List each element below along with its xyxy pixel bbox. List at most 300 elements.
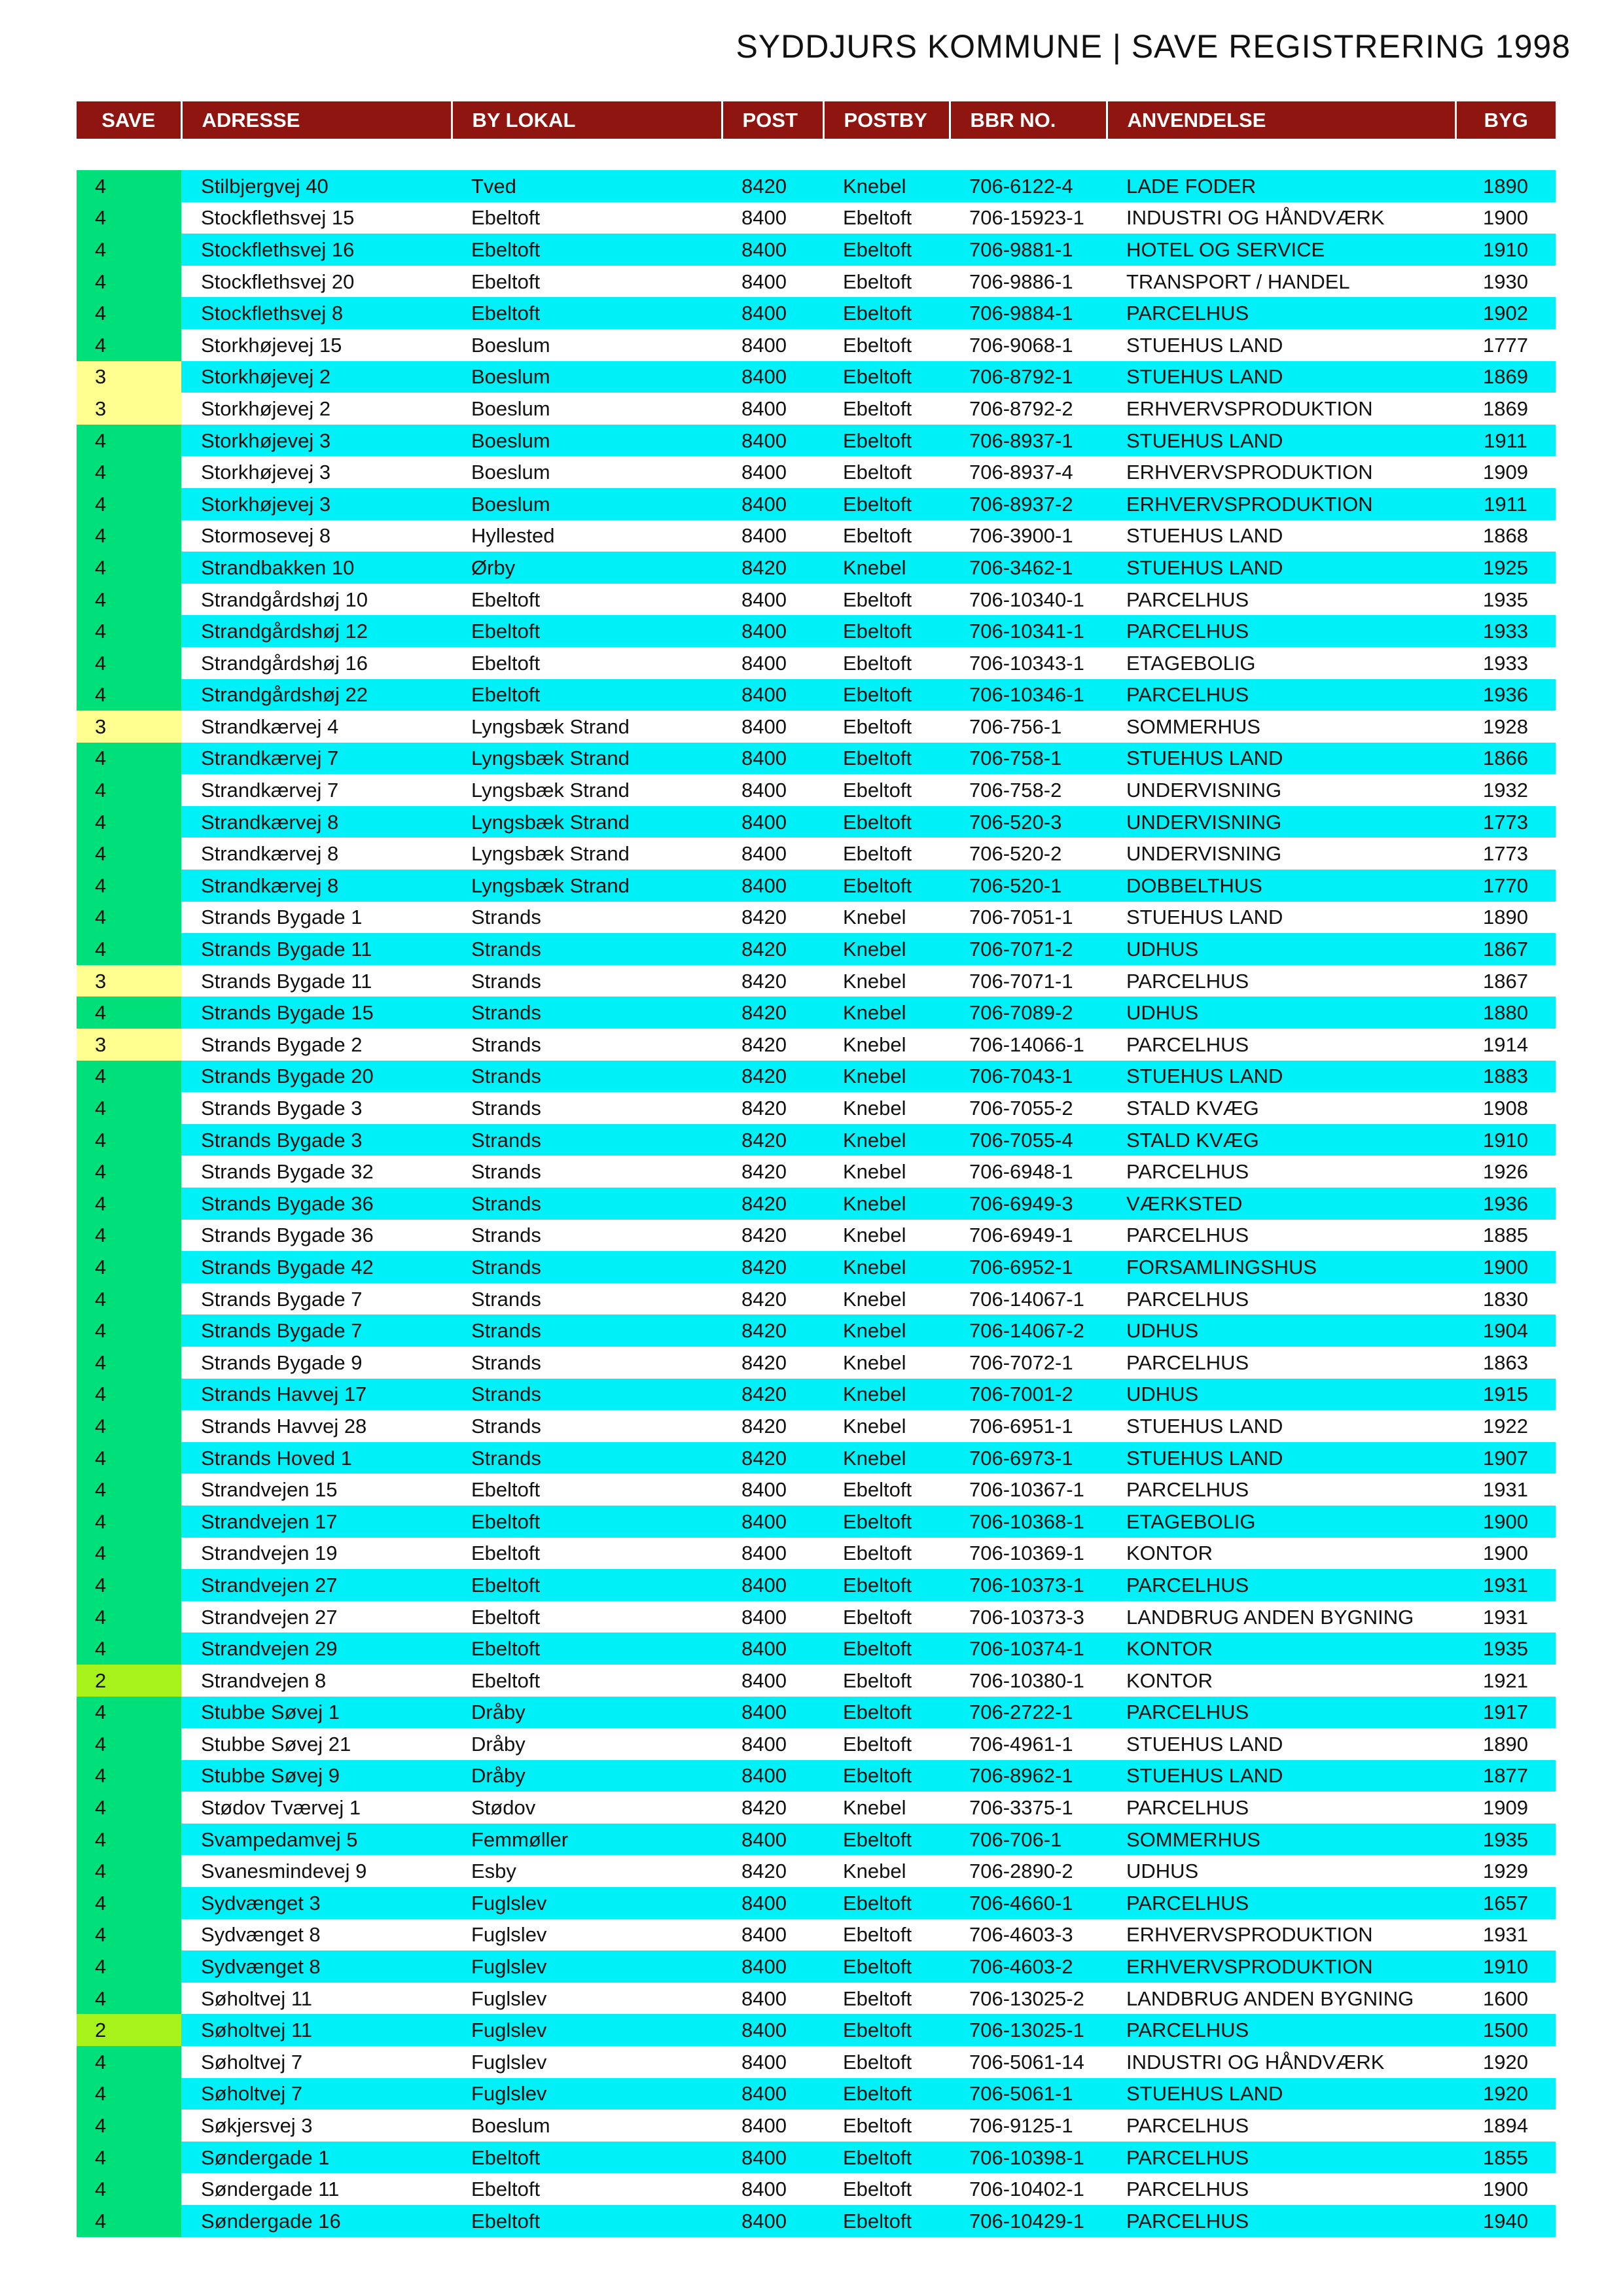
anvendelse-cell: STUEHUS LAND bbox=[1107, 1728, 1455, 1760]
postby-cell: Ebeltoft bbox=[823, 774, 950, 806]
page-title: SYDDJURS KOMMUNE | SAVE REGISTRERING 1998 bbox=[736, 28, 1571, 65]
postby-cell: Ebeltoft bbox=[823, 329, 950, 361]
byg-cell: 1773 bbox=[1455, 838, 1556, 870]
save-cell: 4 bbox=[77, 1315, 181, 1347]
bbr-no-cell: 706-4603-2 bbox=[950, 1951, 1107, 1983]
by-lokal-cell: Strands bbox=[452, 997, 722, 1029]
adresse-cell: Strandkærvej 8 bbox=[181, 806, 452, 838]
bbr-no-cell: 706-758-2 bbox=[950, 774, 1107, 806]
anvendelse-cell: LANDBRUG ANDEN BYGNING bbox=[1107, 1601, 1455, 1633]
adresse-cell: Stockflethsvej 8 bbox=[181, 297, 452, 329]
header-save: SAVE bbox=[77, 101, 181, 139]
bbr-no-cell: 706-706-1 bbox=[950, 1824, 1107, 1856]
postby-cell: Knebel bbox=[823, 1029, 950, 1061]
post-cell: 8420 bbox=[722, 1442, 823, 1474]
bbr-no-cell: 706-758-1 bbox=[950, 743, 1107, 775]
postby-cell: Knebel bbox=[823, 1379, 950, 1411]
table-row bbox=[77, 393, 1556, 425]
adresse-cell: Strandbakken 10 bbox=[181, 552, 452, 584]
bbr-no-cell: 706-10340-1 bbox=[950, 584, 1107, 616]
bbr-no-cell: 706-7071-2 bbox=[950, 933, 1107, 965]
bbr-no-cell: 706-520-2 bbox=[950, 838, 1107, 870]
postby-cell: Knebel bbox=[823, 1124, 950, 1156]
post-cell: 8400 bbox=[722, 1887, 823, 1919]
bbr-no-cell: 706-5061-1 bbox=[950, 2078, 1107, 2110]
header-bbr-no: BBR NO. bbox=[950, 101, 1107, 139]
by-lokal-cell: Strands bbox=[452, 1442, 722, 1474]
header-row bbox=[77, 101, 1556, 139]
byg-cell: 1904 bbox=[1455, 1315, 1556, 1347]
adresse-cell: Storkhøjevej 3 bbox=[181, 456, 452, 488]
anvendelse-cell: PARCELHUS bbox=[1107, 2142, 1455, 2174]
postby-cell: Ebeltoft bbox=[823, 2173, 950, 2205]
adresse-cell: Strands Bygade 36 bbox=[181, 1188, 452, 1220]
postby-cell: Knebel bbox=[823, 1251, 950, 1283]
byg-cell: 1926 bbox=[1455, 1156, 1556, 1188]
anvendelse-cell: STUEHUS LAND bbox=[1107, 1410, 1455, 1442]
bbr-no-cell: 706-6122-4 bbox=[950, 170, 1107, 202]
table-row bbox=[77, 1061, 1556, 1093]
byg-cell: 1933 bbox=[1455, 647, 1556, 679]
postby-cell: Ebeltoft bbox=[823, 202, 950, 234]
byg-cell: 1880 bbox=[1455, 997, 1556, 1029]
adresse-cell: Strands Havvej 17 bbox=[181, 1379, 452, 1411]
table-row bbox=[77, 1760, 1556, 1792]
by-lokal-cell: Strands bbox=[452, 902, 722, 934]
anvendelse-cell: PARCELHUS bbox=[1107, 297, 1455, 329]
save-cell: 4 bbox=[77, 679, 181, 711]
anvendelse-cell: PARCELHUS bbox=[1107, 1283, 1455, 1315]
byg-cell: 1931 bbox=[1455, 1601, 1556, 1633]
post-cell: 8420 bbox=[722, 997, 823, 1029]
table-row bbox=[77, 1601, 1556, 1633]
bbr-no-cell: 706-10402-1 bbox=[950, 2173, 1107, 2205]
anvendelse-cell: STUEHUS LAND bbox=[1107, 743, 1455, 775]
byg-cell: 1908 bbox=[1455, 1092, 1556, 1124]
postby-cell: Knebel bbox=[823, 1347, 950, 1379]
save-cell: 4 bbox=[77, 1188, 181, 1220]
postby-cell: Ebeltoft bbox=[823, 488, 950, 520]
anvendelse-cell: STALD KVÆG bbox=[1107, 1124, 1455, 1156]
table-header bbox=[77, 101, 1556, 139]
byg-cell: 1910 bbox=[1455, 234, 1556, 266]
save-cell: 4 bbox=[77, 234, 181, 266]
table-body bbox=[77, 139, 1556, 2237]
table-row bbox=[77, 361, 1556, 393]
by-lokal-cell: Strands bbox=[452, 965, 722, 997]
anvendelse-cell: KONTOR bbox=[1107, 1665, 1455, 1697]
table-row bbox=[77, 1410, 1556, 1442]
byg-cell: 1921 bbox=[1455, 1665, 1556, 1697]
by-lokal-cell: Boeslum bbox=[452, 361, 722, 393]
byg-cell: 1600 bbox=[1455, 1983, 1556, 2015]
bbr-no-cell: 706-3375-1 bbox=[950, 1792, 1107, 1824]
bbr-no-cell: 706-10343-1 bbox=[950, 647, 1107, 679]
by-lokal-cell: Ebeltoft bbox=[452, 2173, 722, 2205]
save-cell: 4 bbox=[77, 1379, 181, 1411]
save-cell: 4 bbox=[77, 933, 181, 965]
save-cell: 4 bbox=[77, 1983, 181, 2015]
byg-cell: 1909 bbox=[1455, 1792, 1556, 1824]
save-cell: 4 bbox=[77, 1410, 181, 1442]
save-cell: 4 bbox=[77, 2078, 181, 2110]
anvendelse-cell: STUEHUS LAND bbox=[1107, 520, 1455, 552]
post-cell: 8400 bbox=[722, 1569, 823, 1601]
adresse-cell: Sydvænget 8 bbox=[181, 1951, 452, 1983]
save-cell: 4 bbox=[77, 1124, 181, 1156]
post-cell: 8420 bbox=[722, 552, 823, 584]
anvendelse-cell: STUEHUS LAND bbox=[1107, 552, 1455, 584]
bbr-no-cell: 706-7055-4 bbox=[950, 1124, 1107, 1156]
post-cell: 8400 bbox=[722, 1697, 823, 1729]
byg-cell: 1933 bbox=[1455, 615, 1556, 647]
byg-cell: 1863 bbox=[1455, 1347, 1556, 1379]
post-cell: 8420 bbox=[722, 1124, 823, 1156]
anvendelse-cell: PARCELHUS bbox=[1107, 2014, 1455, 2046]
bbr-no-cell: 706-10368-1 bbox=[950, 1506, 1107, 1538]
table-row bbox=[77, 870, 1556, 902]
byg-cell: 1867 bbox=[1455, 965, 1556, 997]
by-lokal-cell: Strands bbox=[452, 1251, 722, 1283]
postby-cell: Ebeltoft bbox=[823, 393, 950, 425]
postby-cell: Knebel bbox=[823, 1061, 950, 1093]
save-cell: 2 bbox=[77, 2014, 181, 2046]
byg-cell: 1770 bbox=[1455, 870, 1556, 902]
bbr-no-cell: 706-7089-2 bbox=[950, 997, 1107, 1029]
table-row bbox=[77, 584, 1556, 616]
anvendelse-cell: PARCELHUS bbox=[1107, 1029, 1455, 1061]
postby-cell: Knebel bbox=[823, 1188, 950, 1220]
table-row bbox=[77, 806, 1556, 838]
save-cell: 4 bbox=[77, 774, 181, 806]
anvendelse-cell: STUEHUS LAND bbox=[1107, 1760, 1455, 1792]
anvendelse-cell: SOMMERHUS bbox=[1107, 711, 1455, 743]
save-cell: 4 bbox=[77, 170, 181, 202]
table-row bbox=[77, 552, 1556, 584]
bbr-no-cell: 706-14067-1 bbox=[950, 1283, 1107, 1315]
anvendelse-cell: STUEHUS LAND bbox=[1107, 425, 1455, 457]
anvendelse-cell: STALD KVÆG bbox=[1107, 1092, 1455, 1124]
save-cell: 4 bbox=[77, 1220, 181, 1252]
anvendelse-cell: PARCELHUS bbox=[1107, 1220, 1455, 1252]
byg-cell: 1869 bbox=[1455, 361, 1556, 393]
bbr-no-cell: 706-6951-1 bbox=[950, 1410, 1107, 1442]
bbr-no-cell: 706-10380-1 bbox=[950, 1665, 1107, 1697]
table-row bbox=[77, 425, 1556, 457]
postby-cell: Ebeltoft bbox=[823, 1697, 950, 1729]
adresse-cell: Strandkærvej 8 bbox=[181, 870, 452, 902]
postby-cell: Ebeltoft bbox=[823, 297, 950, 329]
adresse-cell: Strands Bygade 1 bbox=[181, 902, 452, 934]
anvendelse-cell: PARCELHUS bbox=[1107, 1569, 1455, 1601]
bbr-no-cell: 706-9068-1 bbox=[950, 329, 1107, 361]
anvendelse-cell: PARCELHUS bbox=[1107, 1792, 1455, 1824]
anvendelse-cell: PARCELHUS bbox=[1107, 1887, 1455, 1919]
table-row bbox=[77, 933, 1556, 965]
header-postby: POSTBY bbox=[823, 101, 950, 139]
postby-cell: Ebeltoft bbox=[823, 743, 950, 775]
save-cell: 4 bbox=[77, 838, 181, 870]
post-cell: 8420 bbox=[722, 1347, 823, 1379]
post-cell: 8420 bbox=[722, 1220, 823, 1252]
bbr-no-cell: 706-2722-1 bbox=[950, 1697, 1107, 1729]
postby-cell: Ebeltoft bbox=[823, 806, 950, 838]
adresse-cell: Stockflethsvej 16 bbox=[181, 234, 452, 266]
by-lokal-cell: Stødov bbox=[452, 1792, 722, 1824]
post-cell: 8420 bbox=[722, 1315, 823, 1347]
by-lokal-cell: Ebeltoft bbox=[452, 647, 722, 679]
postby-cell: Ebeltoft bbox=[823, 1569, 950, 1601]
anvendelse-cell: STUEHUS LAND bbox=[1107, 1061, 1455, 1093]
by-lokal-cell: Ebeltoft bbox=[452, 1633, 722, 1665]
post-cell: 8400 bbox=[722, 711, 823, 743]
by-lokal-cell: Lyngsbæk Strand bbox=[452, 711, 722, 743]
table-row bbox=[77, 1442, 1556, 1474]
table-row bbox=[77, 1156, 1556, 1188]
byg-cell: 1910 bbox=[1455, 1124, 1556, 1156]
byg-cell: 1894 bbox=[1455, 2110, 1556, 2142]
adresse-cell: Søholtvej 11 bbox=[181, 1983, 452, 2015]
postby-cell: Ebeltoft bbox=[823, 234, 950, 266]
by-lokal-cell: Strands bbox=[452, 1156, 722, 1188]
byg-cell: 1900 bbox=[1455, 2173, 1556, 2205]
post-cell: 8400 bbox=[722, 2014, 823, 2046]
adresse-cell: Strandvejen 8 bbox=[181, 1665, 452, 1697]
header-by-lokal: BY LOKAL bbox=[452, 101, 722, 139]
table-row bbox=[77, 456, 1556, 488]
by-lokal-cell: Tved bbox=[452, 170, 722, 202]
save-cell: 4 bbox=[77, 1728, 181, 1760]
postby-cell: Ebeltoft bbox=[823, 425, 950, 457]
bbr-no-cell: 706-10369-1 bbox=[950, 1538, 1107, 1570]
adresse-cell: Strands Bygade 7 bbox=[181, 1283, 452, 1315]
by-lokal-cell: Ebeltoft bbox=[452, 2205, 722, 2237]
post-cell: 8420 bbox=[722, 1061, 823, 1093]
header-byg: BYG bbox=[1455, 101, 1556, 139]
table-row bbox=[77, 711, 1556, 743]
adresse-cell: Stilbjergvej 40 bbox=[181, 170, 452, 202]
anvendelse-cell: ETAGEBOLIG bbox=[1107, 647, 1455, 679]
postby-cell: Ebeltoft bbox=[823, 266, 950, 298]
post-cell: 8420 bbox=[722, 1379, 823, 1411]
by-lokal-cell: Strands bbox=[452, 1188, 722, 1220]
by-lokal-cell: Ebeltoft bbox=[452, 202, 722, 234]
byg-cell: 1902 bbox=[1455, 297, 1556, 329]
save-cell: 4 bbox=[77, 1760, 181, 1792]
save-cell: 4 bbox=[77, 1092, 181, 1124]
table-row bbox=[77, 329, 1556, 361]
save-cell: 4 bbox=[77, 1474, 181, 1506]
table-row bbox=[77, 1251, 1556, 1283]
adresse-cell: Svampedamvej 5 bbox=[181, 1824, 452, 1856]
header-spacer bbox=[77, 139, 1556, 170]
adresse-cell: Søndergade 16 bbox=[181, 2205, 452, 2237]
byg-cell: 1929 bbox=[1455, 1855, 1556, 1887]
anvendelse-cell: PARCELHUS bbox=[1107, 965, 1455, 997]
postby-cell: Knebel bbox=[823, 902, 950, 934]
byg-cell: 1890 bbox=[1455, 1728, 1556, 1760]
by-lokal-cell: Dråby bbox=[452, 1760, 722, 1792]
adresse-cell: Strandkærvej 4 bbox=[181, 711, 452, 743]
by-lokal-cell: Ebeltoft bbox=[452, 297, 722, 329]
save-cell: 4 bbox=[77, 202, 181, 234]
postby-cell: Ebeltoft bbox=[823, 2014, 950, 2046]
save-cell: 4 bbox=[77, 1887, 181, 1919]
post-cell: 8400 bbox=[722, 329, 823, 361]
adresse-cell: Søholtvej 11 bbox=[181, 2014, 452, 2046]
anvendelse-cell: ERHVERVSPRODUKTION bbox=[1107, 1951, 1455, 1983]
postby-cell: Ebeltoft bbox=[823, 647, 950, 679]
table-row bbox=[77, 774, 1556, 806]
byg-cell: 1907 bbox=[1455, 1442, 1556, 1474]
post-cell: 8400 bbox=[722, 743, 823, 775]
post-cell: 8420 bbox=[722, 965, 823, 997]
table-row bbox=[77, 1855, 1556, 1887]
table-row bbox=[77, 2078, 1556, 2110]
post-cell: 8400 bbox=[722, 1760, 823, 1792]
by-lokal-cell: Strands bbox=[452, 1029, 722, 1061]
post-cell: 8420 bbox=[722, 1410, 823, 1442]
post-cell: 8400 bbox=[722, 615, 823, 647]
postby-cell: Ebeltoft bbox=[823, 679, 950, 711]
by-lokal-cell: Strands bbox=[452, 1283, 722, 1315]
anvendelse-cell: PARCELHUS bbox=[1107, 2205, 1455, 2237]
anvendelse-cell: STUEHUS LAND bbox=[1107, 1442, 1455, 1474]
anvendelse-cell: LADE FODER bbox=[1107, 170, 1455, 202]
table-row bbox=[77, 520, 1556, 552]
anvendelse-cell: UDHUS bbox=[1107, 1315, 1455, 1347]
post-cell: 8400 bbox=[722, 2142, 823, 2174]
post-cell: 8400 bbox=[722, 806, 823, 838]
table-row bbox=[77, 1092, 1556, 1124]
by-lokal-cell: Fuglslev bbox=[452, 1951, 722, 1983]
table-row bbox=[77, 1792, 1556, 1824]
adresse-cell: Stubbe Søvej 1 bbox=[181, 1697, 452, 1729]
save-cell: 4 bbox=[77, 2205, 181, 2237]
bbr-no-cell: 706-520-3 bbox=[950, 806, 1107, 838]
save-cell: 4 bbox=[77, 647, 181, 679]
adresse-cell: Strandvejen 19 bbox=[181, 1538, 452, 1570]
post-cell: 8400 bbox=[722, 2046, 823, 2078]
by-lokal-cell: Dråby bbox=[452, 1697, 722, 1729]
adresse-cell: Strands Bygade 11 bbox=[181, 933, 452, 965]
table-row bbox=[77, 1347, 1556, 1379]
byg-cell: 1500 bbox=[1455, 2014, 1556, 2046]
adresse-cell: Strandvejen 15 bbox=[181, 1474, 452, 1506]
postby-cell: Ebeltoft bbox=[823, 870, 950, 902]
save-cell: 4 bbox=[77, 1283, 181, 1315]
bbr-no-cell: 706-7001-2 bbox=[950, 1379, 1107, 1411]
adresse-cell: Stubbe Søvej 9 bbox=[181, 1760, 452, 1792]
post-cell: 8400 bbox=[722, 2205, 823, 2237]
postby-cell: Ebeltoft bbox=[823, 1506, 950, 1538]
postby-cell: Ebeltoft bbox=[823, 1919, 950, 1951]
table-row bbox=[77, 838, 1556, 870]
adresse-cell: Strands Bygade 2 bbox=[181, 1029, 452, 1061]
adresse-cell: Søndergade 11 bbox=[181, 2173, 452, 2205]
postby-cell: Ebeltoft bbox=[823, 1983, 950, 2015]
byg-cell: 1890 bbox=[1455, 170, 1556, 202]
byg-cell: 1940 bbox=[1455, 2205, 1556, 2237]
save-cell: 4 bbox=[77, 1538, 181, 1570]
byg-cell: 1909 bbox=[1455, 456, 1556, 488]
table-row bbox=[77, 1697, 1556, 1729]
bbr-no-cell: 706-8937-4 bbox=[950, 456, 1107, 488]
save-cell: 4 bbox=[77, 1792, 181, 1824]
save-cell: 4 bbox=[77, 1347, 181, 1379]
save-cell: 4 bbox=[77, 425, 181, 457]
anvendelse-cell: FORSAMLINGSHUS bbox=[1107, 1251, 1455, 1283]
post-cell: 8400 bbox=[722, 1506, 823, 1538]
adresse-cell: Søkjersvej 3 bbox=[181, 2110, 452, 2142]
bbr-no-cell: 706-13025-2 bbox=[950, 1983, 1107, 2015]
byg-cell: 1928 bbox=[1455, 711, 1556, 743]
byg-cell: 1900 bbox=[1455, 1506, 1556, 1538]
table-row bbox=[77, 1824, 1556, 1856]
post-cell: 8420 bbox=[722, 170, 823, 202]
byg-cell: 1925 bbox=[1455, 552, 1556, 584]
table-row bbox=[77, 615, 1556, 647]
anvendelse-cell: UDHUS bbox=[1107, 997, 1455, 1029]
save-cell: 4 bbox=[77, 1824, 181, 1856]
byg-cell: 1932 bbox=[1455, 774, 1556, 806]
post-cell: 8400 bbox=[722, 2078, 823, 2110]
save-cell: 4 bbox=[77, 743, 181, 775]
byg-cell: 1935 bbox=[1455, 1633, 1556, 1665]
table-row bbox=[77, 202, 1556, 234]
postby-cell: Knebel bbox=[823, 1092, 950, 1124]
by-lokal-cell: Fuglslev bbox=[452, 1983, 722, 2015]
postby-cell: Ebeltoft bbox=[823, 1601, 950, 1633]
post-cell: 8400 bbox=[722, 425, 823, 457]
adresse-cell: Sydvænget 3 bbox=[181, 1887, 452, 1919]
post-cell: 8420 bbox=[722, 1251, 823, 1283]
save-cell: 4 bbox=[77, 1951, 181, 1983]
adresse-cell: Strands Havvej 28 bbox=[181, 1410, 452, 1442]
bbr-no-cell: 706-10373-1 bbox=[950, 1569, 1107, 1601]
byg-cell: 1922 bbox=[1455, 1410, 1556, 1442]
bbr-no-cell: 706-6973-1 bbox=[950, 1442, 1107, 1474]
save-cell: 4 bbox=[77, 870, 181, 902]
by-lokal-cell: Lyngsbæk Strand bbox=[452, 838, 722, 870]
post-cell: 8400 bbox=[722, 1951, 823, 1983]
table-row bbox=[77, 1283, 1556, 1315]
byg-cell: 1900 bbox=[1455, 1538, 1556, 1570]
postby-cell: Ebeltoft bbox=[823, 520, 950, 552]
post-cell: 8400 bbox=[722, 870, 823, 902]
table-row bbox=[77, 297, 1556, 329]
table-row bbox=[77, 1124, 1556, 1156]
table-row bbox=[77, 266, 1556, 298]
by-lokal-cell: Boeslum bbox=[452, 425, 722, 457]
by-lokal-cell: Fuglslev bbox=[452, 2014, 722, 2046]
postby-cell: Ebeltoft bbox=[823, 1887, 950, 1919]
post-cell: 8400 bbox=[722, 1474, 823, 1506]
byg-cell: 1936 bbox=[1455, 679, 1556, 711]
anvendelse-cell: UNDERVISNING bbox=[1107, 774, 1455, 806]
by-lokal-cell: Ørby bbox=[452, 552, 722, 584]
bbr-no-cell: 706-10429-1 bbox=[950, 2205, 1107, 2237]
table-row bbox=[77, 679, 1556, 711]
post-cell: 8400 bbox=[722, 520, 823, 552]
byg-cell: 1867 bbox=[1455, 933, 1556, 965]
save-cell: 4 bbox=[77, 552, 181, 584]
header-post: POST bbox=[722, 101, 823, 139]
bbr-no-cell: 706-7051-1 bbox=[950, 902, 1107, 934]
adresse-cell: Stockflethsvej 15 bbox=[181, 202, 452, 234]
postby-cell: Knebel bbox=[823, 997, 950, 1029]
table-row bbox=[77, 1506, 1556, 1538]
